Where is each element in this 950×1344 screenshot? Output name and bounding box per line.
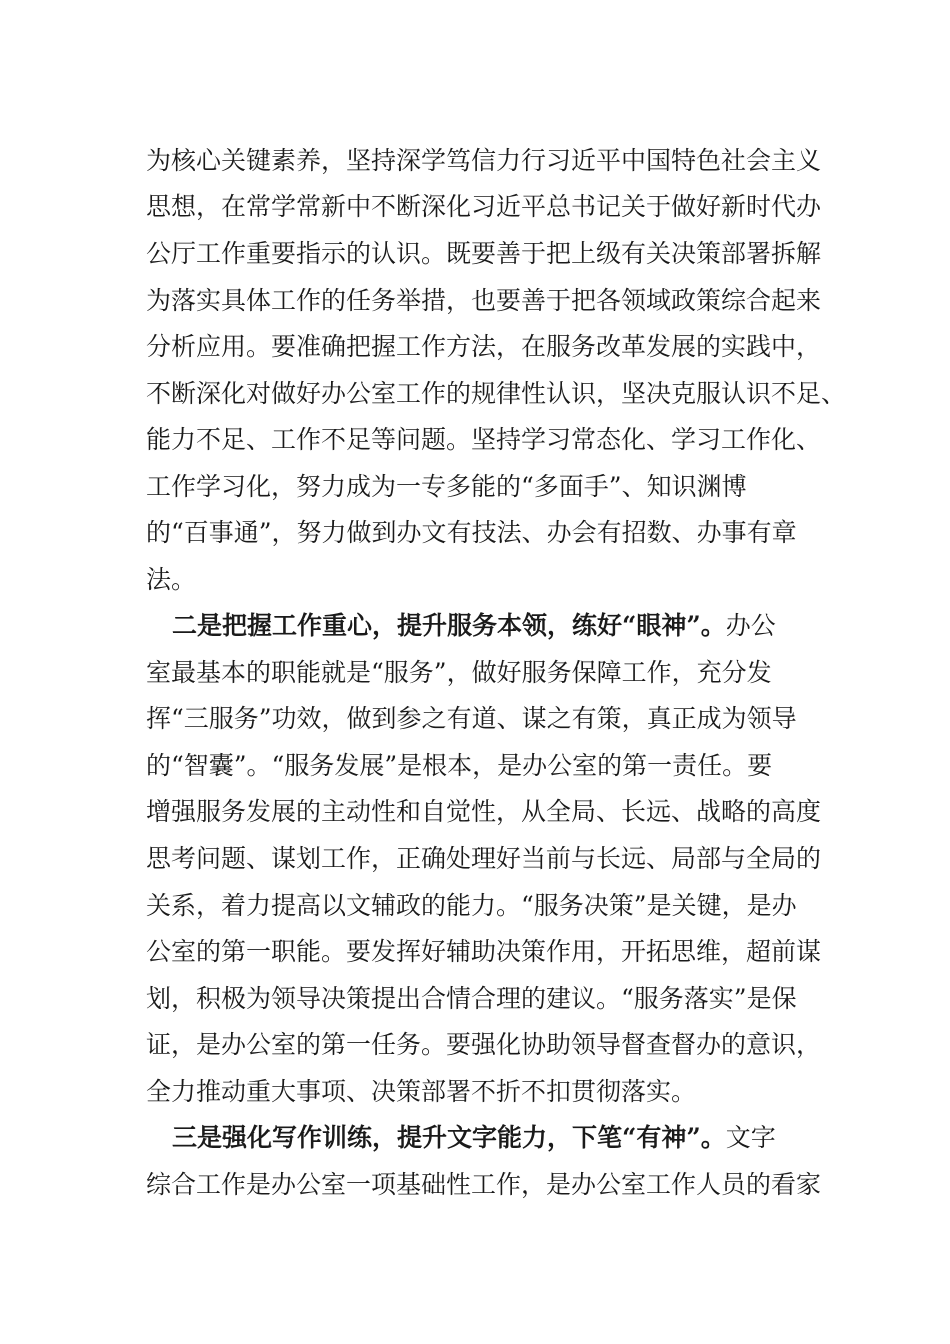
text-line: 公厅工作重要指示的认识。既要善于把上级有关决策部署拆解 [146, 239, 822, 268]
text-line: 增强服务发展的主动性和自觉性，从全局、长远、战略的高度 [146, 797, 822, 826]
section-heading: 三是强化写作训练，提升文字能力，下笔“有神”。 [172, 1123, 726, 1152]
text-line: 思想，在常学常新中不断深化习近平总书记关于做好新时代办 [146, 192, 822, 221]
text-line: 关系，着力提高以文辅政的能力。“服务决策”是关键，是办 [146, 891, 797, 920]
text-line: 法。 [146, 565, 197, 594]
text-line: 证，是办公室的第一任务。要强化协助领导督查督办的意识， [146, 1030, 822, 1059]
section-heading: 二是把握工作重心，提升服务本领，练好“眼神”。 [172, 611, 726, 640]
text-line: 的“百事通”，努力做到办文有技法、办会有招数、办事有章 [146, 518, 797, 547]
text-line: 分析应用。要准确把握工作方法，在服务改革发展的实践中， [146, 332, 822, 361]
text-segment: 文字 [725, 1123, 776, 1152]
text-line: 为核心关键素养，坚持深学笃信力行习近平中国特色社会主义 [146, 146, 822, 175]
paragraph-heading-line [172, 1120, 776, 1156]
text-line: 不断深化对做好办公室工作的规律性认识，坚决克服认识不足、 [146, 379, 847, 408]
text-line: 综合工作是办公室一项基础性工作，是办公室工作人员的看家 [146, 1170, 822, 1199]
text-line: 能力不足、工作不足等问题。坚持学习常态化、学习工作化、 [146, 425, 822, 454]
text-line: 为落实具体工作的任务举措，也要善于把各领域政策综合起来 [146, 286, 822, 315]
text-line: 公室的第一职能。要发挥好辅助决策作用，开拓思维，超前谋 [146, 937, 822, 966]
text-line: 的“智囊”。“服务发展”是根本，是办公室的第一责任。要 [146, 751, 773, 780]
paragraph-heading-line [172, 608, 776, 644]
text-segment: 办公 [725, 611, 776, 640]
text-line: 工作学习化，努力成为一专多能的“多面手”、知识渊博 [146, 472, 747, 501]
text-line: 思考问题、谋划工作，正确处理好当前与长远、局部与全局的 [146, 844, 822, 873]
text-line: 室最基本的职能就是“服务”，做好服务保障工作，充分发 [146, 658, 772, 687]
text-line: 全力推动重大事项、决策部署不折不扣贯彻落实。 [146, 1077, 697, 1106]
text-line: 挥“三服务”功效，做到参之有道、谋之有策，真正成为领导 [146, 704, 797, 733]
text-line: 划，积极为领导决策提出合情合理的建议。“服务落实”是保 [146, 984, 797, 1013]
